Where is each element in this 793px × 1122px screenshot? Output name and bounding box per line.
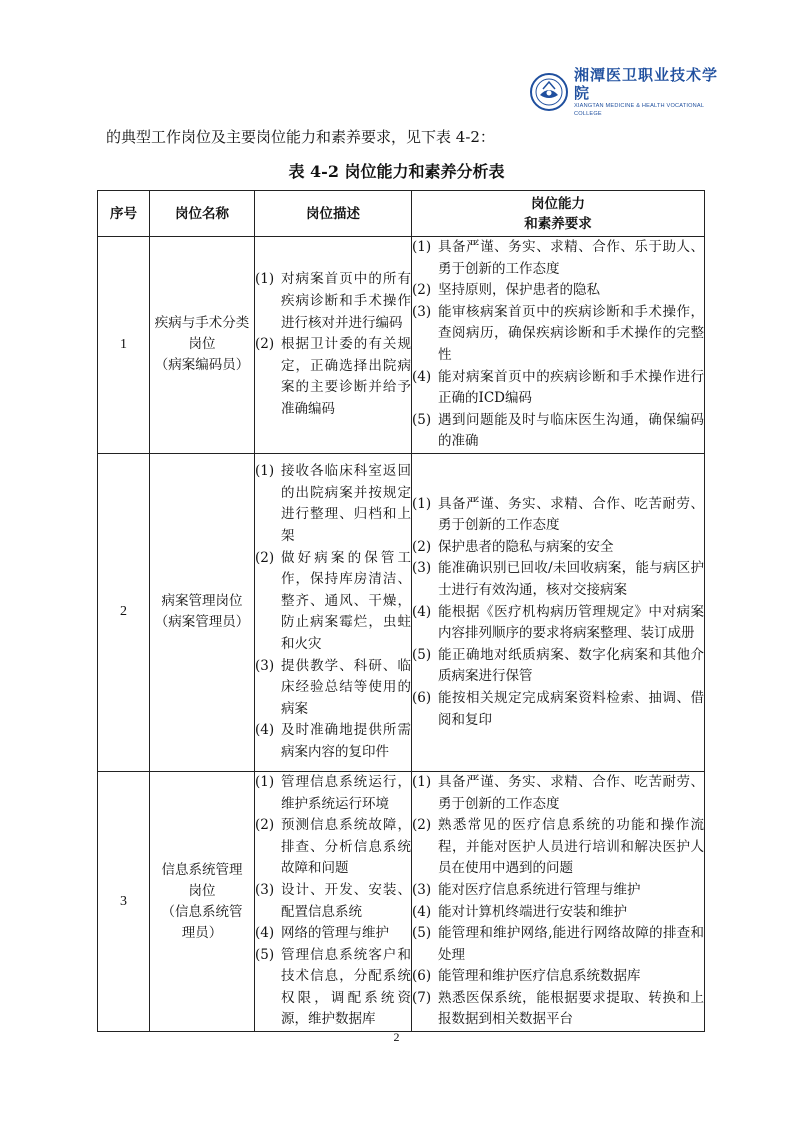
description-item-number: (3)	[255, 881, 275, 898]
ability-item-text: 熟悉常见的医疗信息系统的功能和操作流程，并能对医护人员进行培训和解决医护人员在使用中遇到的问题	[438, 817, 704, 877]
ability-item-text: 熟悉医保系统，能根据要求提取、转换和上报数据到相关数据平台	[438, 989, 704, 1028]
ability-item	[412, 537, 704, 559]
description-item-list	[255, 772, 411, 1031]
logo-chinese-name: 湘潭医卫职业技术学院	[574, 66, 719, 102]
job-title-line: （病案管理员）	[154, 614, 250, 631]
description-item	[255, 656, 411, 721]
table-row	[98, 771, 705, 1031]
job-title-line: （信息系统管	[161, 903, 243, 920]
description-item-number: (2)	[255, 336, 275, 353]
ability-item	[412, 237, 704, 280]
ability-item-number: (5)	[412, 925, 432, 942]
ability-item	[412, 772, 704, 815]
table-header-row	[98, 191, 705, 237]
description-item	[255, 334, 411, 420]
ability-item-number: (4)	[412, 603, 432, 620]
description-item-number: (1)	[255, 773, 275, 790]
description-item-text: 做好病案的保管工作，保持库房清洁、整齐、通风、干燥，防止病案霉烂，虫蛀和火灾	[281, 549, 411, 653]
ability-item	[412, 367, 704, 410]
ability-item-number: (1)	[412, 773, 432, 790]
description-item-text: 对病案首页中的所有疾病诊断和手术操作进行核对并进行编码	[281, 271, 411, 331]
job-description-cell	[255, 237, 412, 454]
description-item-number: (1)	[255, 271, 275, 288]
ability-item-text: 能对计算机终端进行安装和维护	[438, 903, 627, 920]
job-title-line: 病案管理岗位	[161, 593, 243, 610]
job-title-line: 信息系统管理	[161, 861, 243, 878]
ability-item-text: 坚持原则，保护患者的隐私	[438, 282, 600, 299]
ability-item-number: (7)	[412, 989, 432, 1006]
ability-requirements-cell	[412, 237, 705, 454]
ability-item-number: (2)	[412, 817, 432, 834]
description-item-text: 设计、开发、安装、配置信息系统	[281, 881, 411, 920]
description-item-text: 管理信息系统运行，维护系统运行环境	[281, 773, 411, 812]
description-item-number: (3)	[255, 657, 275, 674]
ability-item-number: (2)	[412, 538, 432, 555]
ability-item-number: (3)	[412, 303, 432, 320]
row-number: 3	[98, 771, 150, 1031]
ability-item-text: 能对病案首页中的疾病诊断和手术操作进行正确的ICD编码	[438, 368, 704, 407]
description-item	[255, 269, 411, 334]
ability-item	[412, 302, 704, 367]
header-no: 序号	[98, 191, 150, 237]
description-item	[255, 945, 411, 1031]
table-caption: 表 4-2 岗位能力和素养分析表	[288, 162, 505, 181]
ability-item-number: (3)	[412, 881, 432, 898]
ability-item	[412, 688, 704, 731]
description-item-text: 接收各临床科室返回的出院病案并按规定进行整理、归档和上架	[281, 463, 411, 545]
ability-item-number: (6)	[412, 968, 432, 985]
description-item-number: (1)	[255, 463, 275, 480]
ability-item-text: 能对医疗信息系统进行管理与维护	[438, 881, 641, 898]
header-abilities-line2: 和素养要求	[524, 215, 592, 232]
description-item-number: (4)	[255, 925, 275, 942]
ability-item	[412, 988, 704, 1031]
header-desc: 岗位描述	[255, 191, 412, 237]
ability-item-text: 能审核病案首页中的疾病诊断和手术操作，查阅病历，确保疾病诊断和手术操作的完整性	[438, 303, 704, 363]
job-title-line: 疾病与手术分类	[154, 315, 250, 332]
row-number: 2	[98, 453, 150, 771]
header-abilities	[412, 191, 705, 237]
ability-item-number: (5)	[412, 411, 432, 428]
description-item-list	[255, 461, 411, 763]
description-item-text: 预测信息系统故障，排查、分析信息系统故障和问题	[281, 817, 411, 877]
ability-item-text: 能管理和维护网络,能进行网络故障的排查和处理	[438, 925, 704, 963]
table-row	[98, 237, 705, 454]
description-item-number: (2)	[255, 817, 275, 834]
description-item	[255, 923, 411, 945]
ability-item-text: 具备严谨、务实、求精、合作、吃苦耐劳、勇于创新的工作态度	[438, 773, 704, 812]
ability-item-number: (1)	[412, 495, 432, 512]
ability-item-text: 能按相关规定完成病案资料检索、抽调、借阅和复印	[438, 690, 704, 728]
ability-item-number: (4)	[412, 368, 432, 385]
description-item-list	[255, 269, 411, 420]
job-title-line: 理员）	[181, 924, 223, 941]
ability-item-text: 遇到问题能及时与临床医生沟通，确保编码的准确	[438, 411, 704, 450]
ability-item-text: 能正确地对纸质病案、数字化病案和其他介质病案进行保管	[438, 646, 704, 685]
ability-item-number: (4)	[412, 903, 432, 920]
ability-item	[412, 815, 704, 880]
ability-item-text: 能根据《医疗机构病历管理规定》中对病案内容排列顺序的要求将病案整理、装订成册	[438, 603, 704, 642]
ability-item-number: (6)	[412, 690, 432, 707]
logo-english-name: XIANGTAN MEDICINE & HEALTH VOCATIONAL COLLEGE	[574, 103, 704, 117]
page-number: 2	[393, 1030, 400, 1044]
table-row	[98, 453, 705, 771]
ability-item-text: 具备严谨、务实、求精、合作、吃苦耐劳、勇于创新的工作态度	[438, 495, 704, 534]
description-item	[255, 720, 411, 763]
description-item	[255, 461, 411, 547]
ability-item-text: 保护患者的隐私与病案的安全	[438, 538, 614, 555]
description-item-text: 及时准确地提供所需病案内容的复印件	[281, 722, 411, 760]
description-item	[255, 548, 411, 656]
job-title-cell	[150, 237, 255, 454]
ability-item-list	[412, 772, 704, 1031]
ability-item	[412, 966, 704, 988]
ability-item	[412, 902, 704, 924]
description-item-text: 提供教学、科研、临床经验总结等使用的病案	[281, 657, 411, 717]
ability-item-text: 能管理和维护医疗信息系统数据库	[438, 968, 641, 985]
job-title-line: 岗位	[188, 336, 216, 353]
college-logo	[530, 66, 730, 117]
ability-item	[412, 880, 704, 902]
job-description-cell	[255, 453, 412, 771]
description-item	[255, 772, 411, 815]
ability-requirements-cell	[412, 771, 705, 1031]
description-item	[255, 815, 411, 880]
description-item-text: 管理信息系统客户和技术信息，分配系统权限，调配系统资源，维护数据库	[281, 946, 411, 1028]
ability-item-list	[412, 237, 704, 453]
description-item-text: 根据卫计委的有关规定，正确选择出院病案的主要诊断并给予准确编码	[281, 336, 411, 417]
description-item	[255, 880, 411, 923]
description-item-text: 网络的管理与维护	[281, 925, 389, 942]
ability-item-text: 具备严谨、务实、求精、合作、乐于助人、勇于创新的工作态度	[438, 239, 704, 277]
description-item-number: (4)	[255, 722, 275, 739]
college-emblem-icon	[530, 73, 568, 111]
intro-paragraph: 的典型工作岗位及主要岗位能力和素养要求，见下表 4-2：	[106, 128, 495, 146]
description-item-number: (2)	[255, 549, 275, 566]
table-body	[98, 237, 705, 1032]
job-title-line: 岗位	[188, 882, 216, 899]
ability-item	[412, 558, 704, 601]
header-abilities-line1: 岗位能力	[531, 195, 585, 212]
job-title-cell	[150, 771, 255, 1031]
ability-requirements-cell	[412, 453, 705, 771]
ability-item	[412, 602, 704, 645]
ability-item-number: (5)	[412, 646, 432, 663]
description-item-number: (5)	[255, 946, 275, 963]
ability-item	[412, 280, 704, 302]
row-number: 1	[98, 237, 150, 454]
ability-item-number: (3)	[412, 560, 432, 577]
job-title-cell	[150, 453, 255, 771]
ability-item-text: 能准确识别已回收/未回收病案，能与病区护士进行有效沟通，核对交接病案	[438, 560, 704, 599]
job-description-cell	[255, 771, 412, 1031]
ability-item	[412, 410, 704, 453]
header-name: 岗位名称	[150, 191, 255, 237]
ability-item-number: (1)	[412, 239, 432, 255]
ability-item-list	[412, 494, 704, 732]
job-ability-table	[97, 190, 705, 1032]
ability-item	[412, 494, 704, 537]
ability-item-number: (2)	[412, 282, 432, 299]
ability-item	[412, 923, 704, 966]
ability-item	[412, 645, 704, 688]
job-title-line: （病案编码员）	[154, 357, 250, 374]
